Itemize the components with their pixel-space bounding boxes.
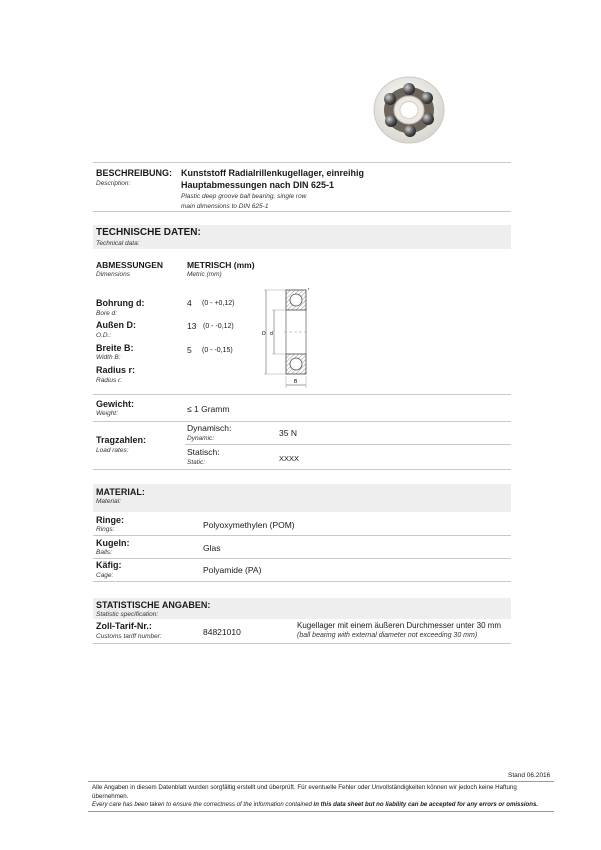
footer-disclaimer-en-part2: in this data sheet but no liability can be accepted for any errors or omissions.: [313, 801, 539, 808]
width-label: Breite B:: [96, 343, 134, 353]
description-label-en: Description:: [96, 180, 131, 187]
description-label: BESCHREIBUNG:: [96, 168, 173, 178]
width-tolerance: (0 - -0,15): [202, 347, 233, 354]
static-label: Statisch:: [187, 447, 220, 457]
dynamic-label-en: Dynamic:: [187, 435, 215, 442]
technical-label: TECHNISCHE DATEN:: [96, 227, 201, 238]
diagram-label-D: D: [262, 331, 266, 337]
width-value: 5: [187, 345, 192, 355]
statistics-label: STATISTISCHE ANGABEN:: [96, 600, 211, 610]
width-label-en: Width B:: [96, 354, 121, 361]
outer-diameter-tolerance: (0 - -0,12): [203, 323, 234, 330]
divider: [93, 581, 511, 582]
cage-label-en: Cage:: [96, 572, 114, 579]
load-rates-label-en: Load rates:: [96, 447, 129, 454]
weight-value: ≤ 1 Gramm: [187, 404, 230, 414]
divider: [185, 444, 511, 445]
outer-diameter-value: 13: [187, 321, 197, 331]
material-label: MATERIAL:: [96, 487, 145, 497]
divider: [93, 162, 511, 163]
diagram-label-B: B: [294, 379, 298, 385]
cage-value: Polyamide (PA): [203, 565, 262, 575]
divider: [93, 421, 511, 422]
weight-label-en: Weight:: [96, 410, 118, 417]
footer-divider: [88, 811, 554, 812]
divider: [93, 469, 511, 470]
metric-label-en: Metric (mm): [187, 271, 222, 278]
bearing-cross-section-diagram: [258, 284, 318, 390]
footer-disclaimer-en: [92, 801, 562, 808]
footer-disclaimer-en-part1: Every care has been taken to ensure the correctness of the information contained: [92, 801, 314, 808]
load-rates-label: Tragzahlen:: [96, 435, 147, 445]
diagram-label-d: d: [270, 331, 273, 337]
rings-value: Polyoxymethylen (POM): [203, 520, 295, 530]
tariff-label-en: Customs tariff number:: [96, 633, 162, 640]
balls-label: Kugeln:: [96, 538, 130, 548]
footer-disclaimer-de: Alle Angaben in diesem Datenblatt wurden sorgfältig erstellt und überprüft. Für eventuelle Fehler oder Unvollständigkeiten können wir jedoch keine Haftung übernehmen.: [92, 784, 517, 800]
divider: [93, 558, 511, 559]
section-band: [93, 484, 511, 512]
divider: [93, 211, 511, 212]
rings-label-en: Rings:: [96, 526, 115, 533]
description-title-1: Kunststoff Radialrillenkugellager, einreihig: [181, 168, 365, 178]
description-en-1: Plastic deep groove ball bearing, single row: [181, 193, 307, 200]
cage-label: Käfig:: [96, 560, 122, 570]
static-value: XXXX: [279, 454, 300, 463]
description-en-2: main dimensions to DIN 625-1: [181, 203, 269, 210]
radius-label-en: Radius r:: [96, 377, 123, 384]
diagram-label-r: r: [308, 286, 310, 291]
divider: [93, 643, 511, 644]
balls-value: Glas: [203, 543, 221, 553]
tariff-label: Zoll-Tarif-Nr.:: [96, 621, 152, 631]
dimensions-label-en: Dimensions: [96, 271, 130, 278]
bore-label-en: Bore d:: [96, 310, 117, 317]
radius-label: Radius r:: [96, 365, 136, 375]
bore-value: 4: [187, 298, 192, 308]
divider: [93, 394, 511, 395]
outer-diameter-label: Außen D:: [96, 320, 136, 330]
technical-label-en: Technical data:: [96, 240, 140, 247]
bore-label: Bohrung d:: [96, 298, 145, 308]
outer-diameter-label-en: O.D.:: [96, 332, 112, 339]
bore-tolerance: (0 - +0,12): [202, 300, 235, 307]
material-label-en: Material:: [96, 498, 121, 505]
rings-label: Ringe:: [96, 515, 124, 525]
balls-label-en: Balls:: [96, 549, 112, 556]
footer-divider: [88, 781, 554, 782]
tariff-description: Kugellager mit einem äußeren Durchmesser unter 30 mm: [297, 621, 502, 630]
tariff-description-en: (ball bearing with external diameter not exceeding 30 mm): [297, 632, 478, 639]
bearing-photo: [370, 74, 448, 146]
stand-date: Stand 06.2016: [508, 772, 551, 779]
dynamic-label: Dynamisch:: [187, 423, 232, 433]
statistics-label-en: Statistic specification:: [96, 611, 159, 618]
tariff-value: 84821010: [203, 627, 241, 637]
dimensions-label: ABMESSUNGEN: [96, 260, 164, 270]
metric-label: METRISCH (mm): [187, 260, 255, 270]
dynamic-value: 35 N: [279, 428, 297, 438]
weight-label: Gewicht:: [96, 399, 135, 409]
description-title-2: Hauptabmessungen nach DIN 625-1: [181, 180, 335, 190]
static-label-en: Static:: [187, 459, 206, 466]
divider: [93, 535, 511, 536]
